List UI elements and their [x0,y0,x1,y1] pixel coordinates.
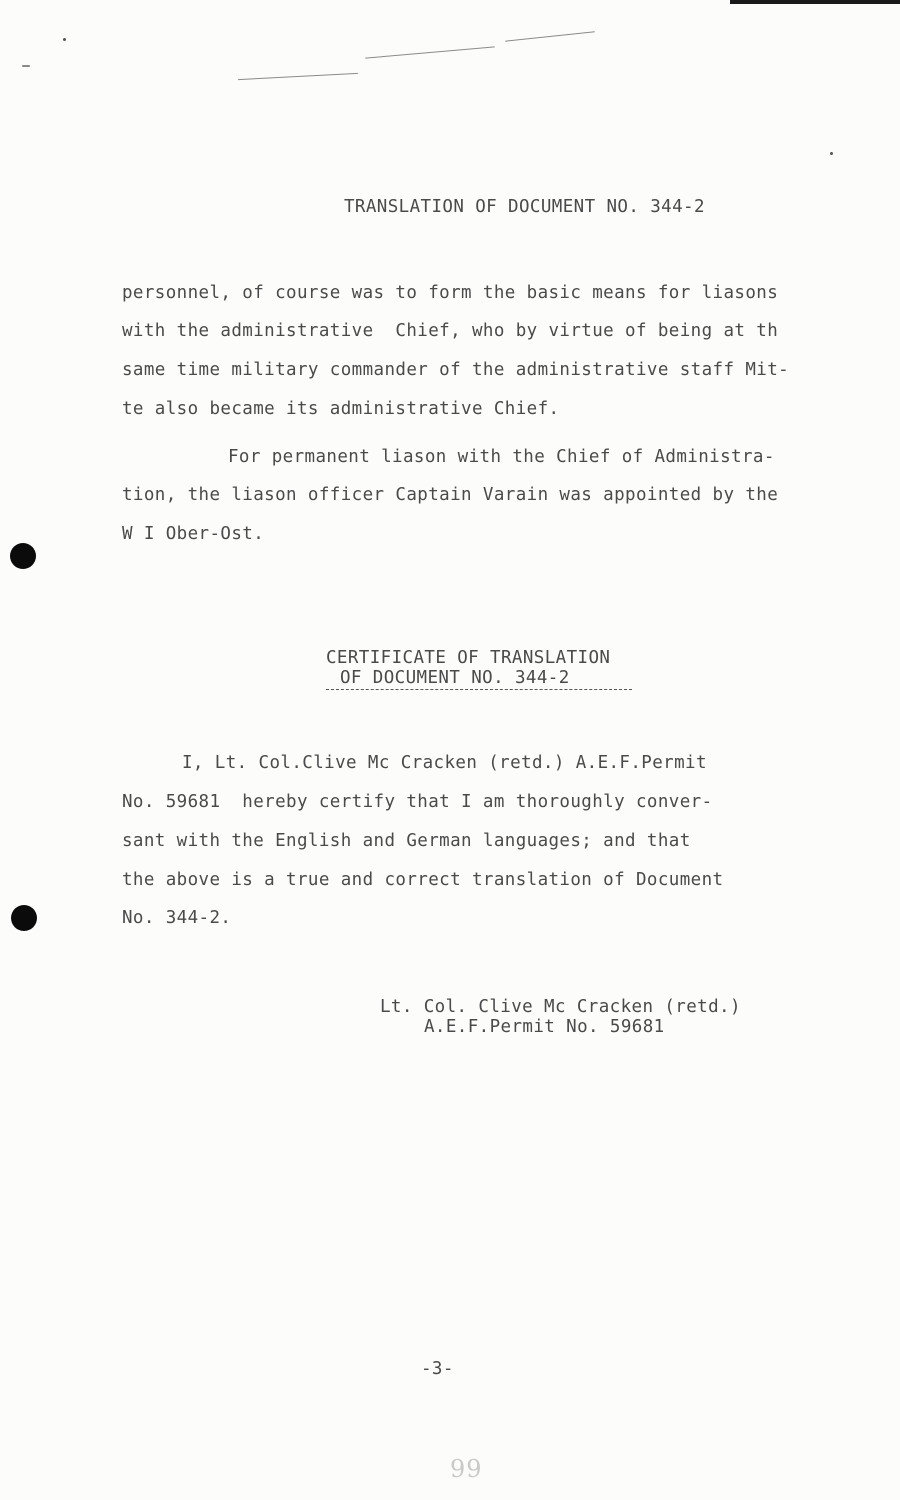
speck [63,38,66,41]
punch-hole [10,543,36,569]
certificate-line: No. 59681 hereby certify that I am thoroughly conver- [122,792,713,812]
document-heading: TRANSLATION OF DOCUMENT NO. 344-2 [344,197,705,217]
scan-edge-mark [730,0,900,4]
punch-hole [11,905,37,931]
paragraph-line: tion, the liason officer Captain Varain was appointed by the [122,485,779,505]
paragraph-line: For permanent liason with the Chief of Administra- [228,447,775,467]
certificate-line: I, Lt. Col.Clive Mc Cracken (retd.) A.E.F.Permit [182,753,707,773]
paragraph-line: personnel, of course was to form the basic means for liasons [122,283,779,303]
signature-permit: A.E.F.Permit No. 59681 [424,1017,665,1037]
speck [22,65,30,67]
paragraph-line: same time military commander of the administrative staff Mit- [122,360,790,380]
paragraph-line: with the administrative Chief, who by virtue of being at th [122,321,779,341]
certificate-underline [326,689,632,690]
handwritten-page-number: 99 [450,1455,483,1483]
certificate-title-document: OF DOCUMENT NO. 344-2 [340,668,570,688]
signature-name: Lt. Col. Clive Mc Cracken (retd.) [380,997,741,1017]
certificate-line: sant with the English and German languages; and that [122,831,691,851]
certificate-line: No. 344-2. [122,908,232,928]
pencil-stroke [238,73,358,80]
paragraph-line: W I Ober-Ost. [122,524,265,544]
speck [830,152,833,155]
certificate-line: the above is a true and correct translation of Document [122,870,724,890]
paragraph-line: te also became its administrative Chief. [122,399,560,419]
pencil-stroke [365,46,495,58]
certificate-title: CERTIFICATE OF TRANSLATION [326,648,611,668]
pencil-stroke [505,31,595,41]
page-number: -3- [421,1359,454,1379]
